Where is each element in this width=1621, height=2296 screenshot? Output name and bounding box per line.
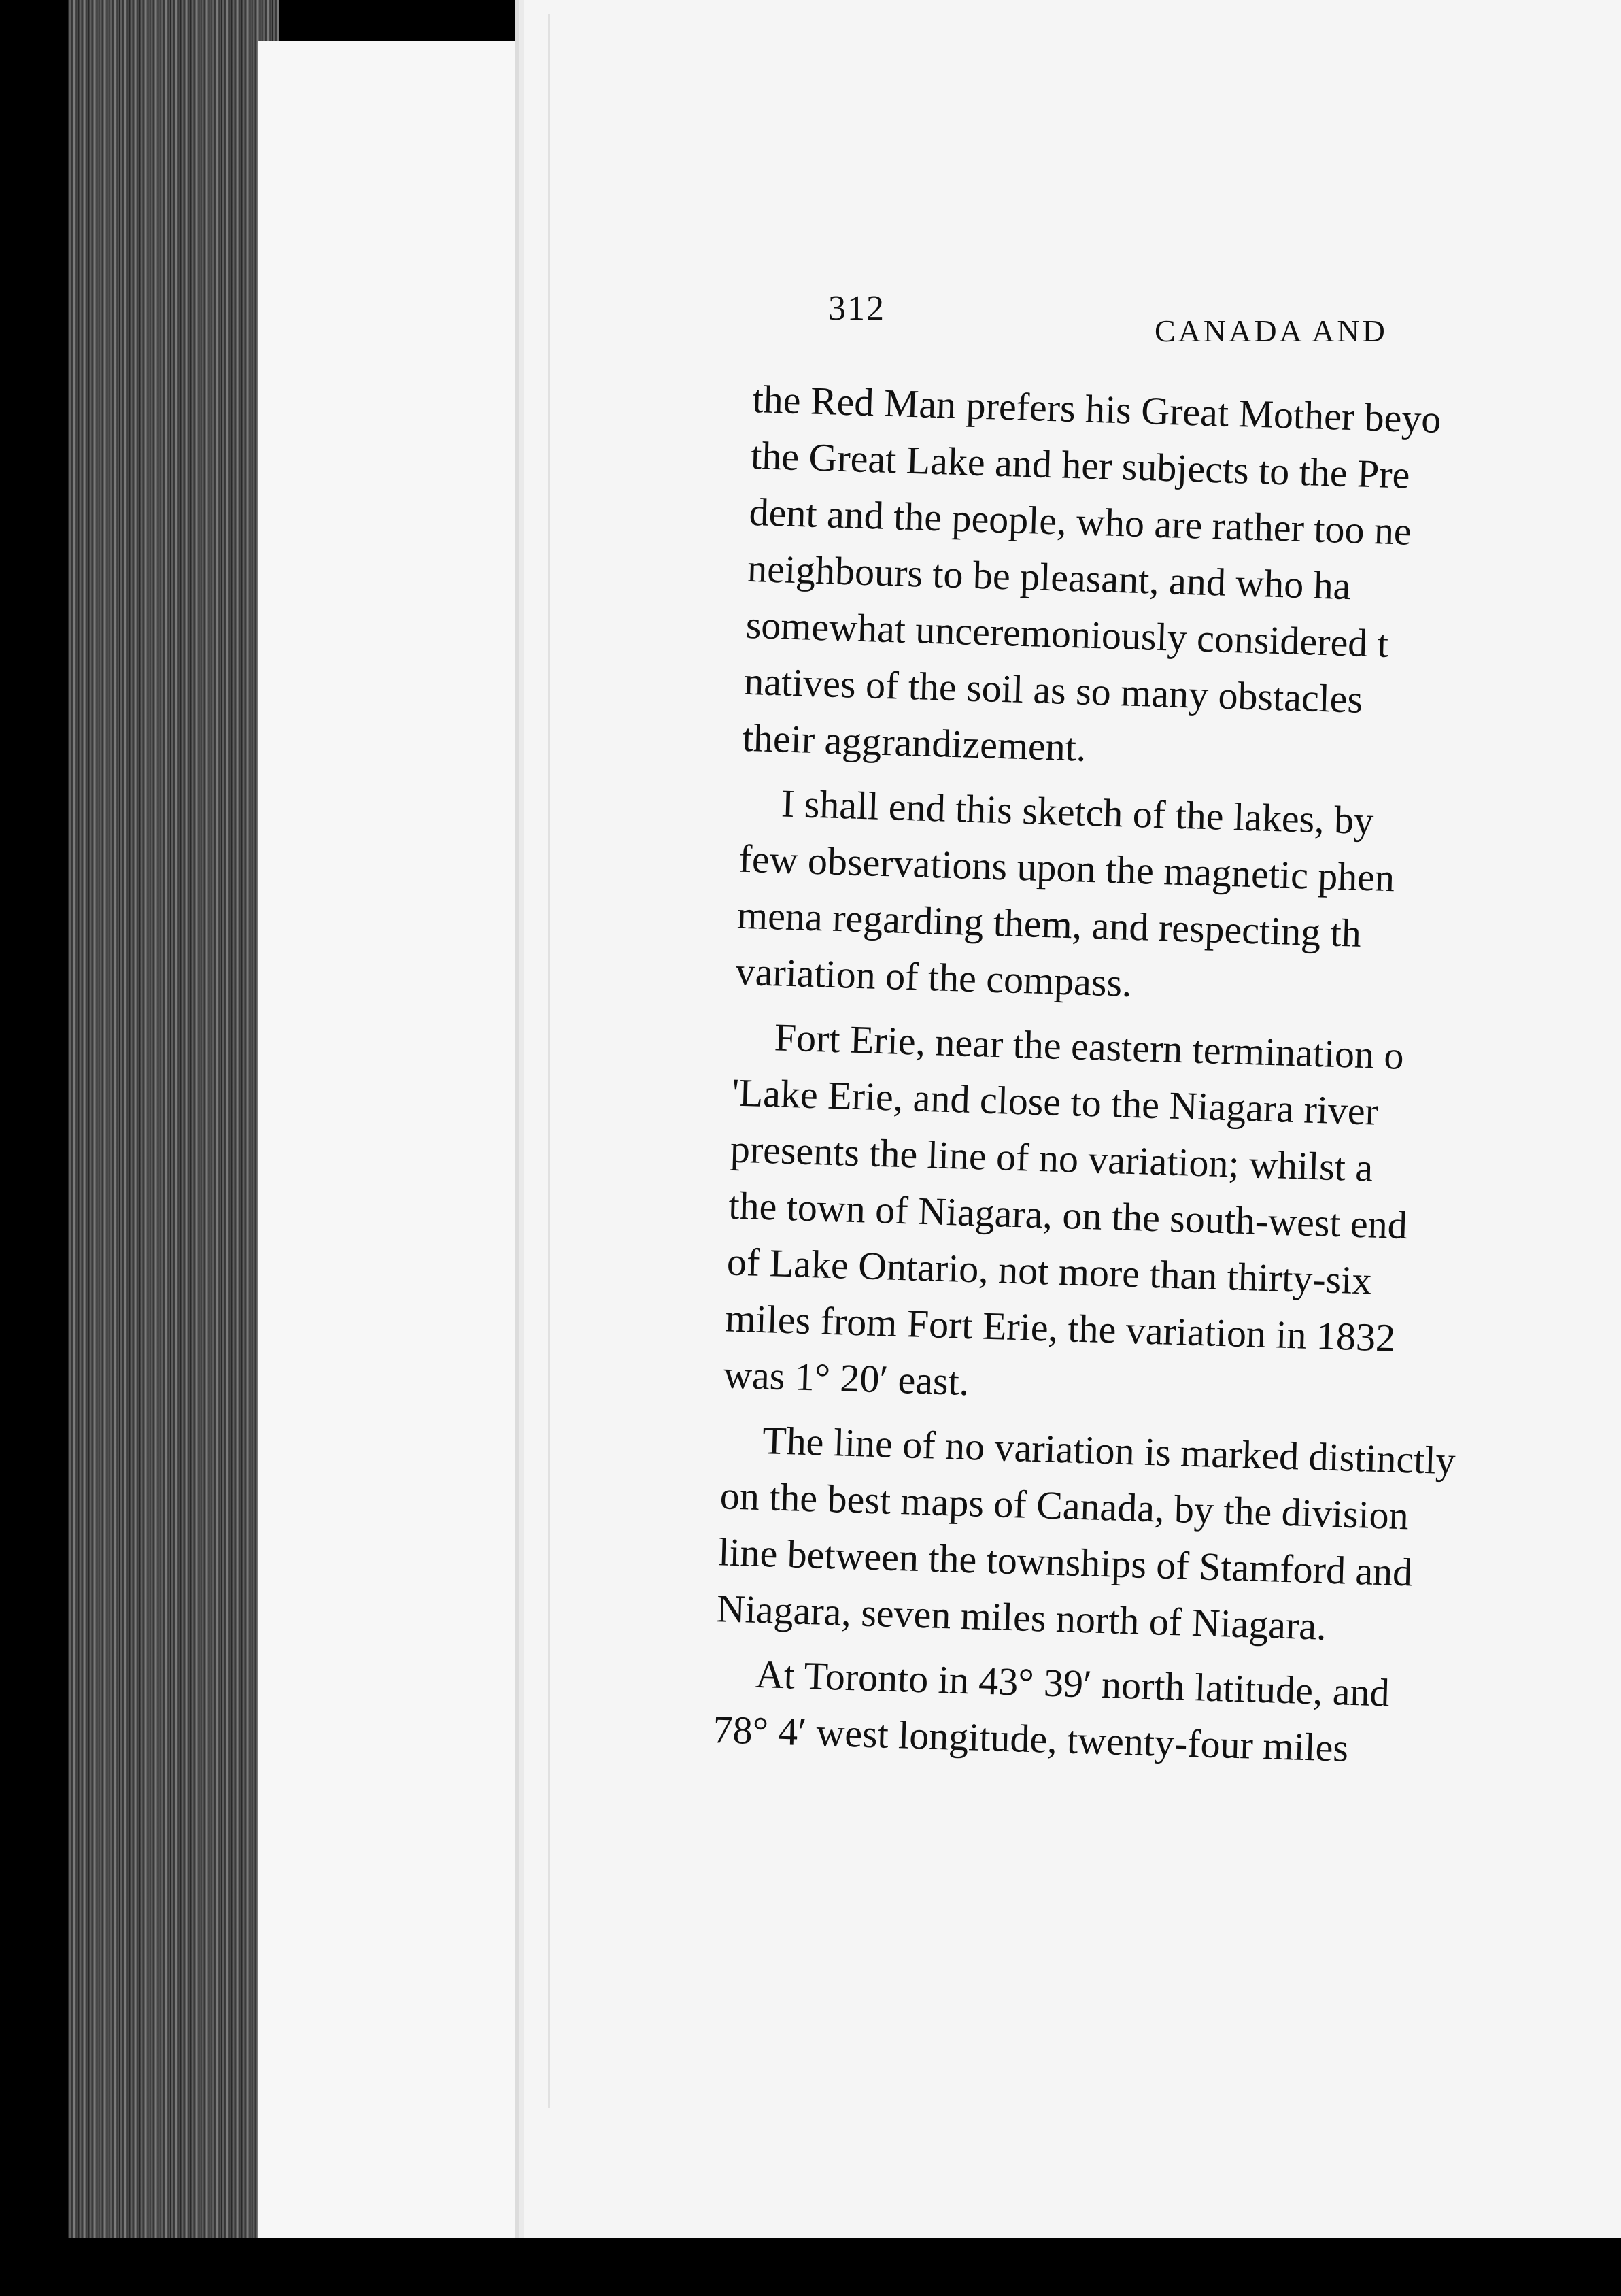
text-line: At Toronto in 43° 39′ north latitude, and — [755, 1651, 1390, 1715]
text-line: Niagara, seven miles north of Niagara. — [716, 1586, 1327, 1649]
text-line: line between the townships of Stamford and — [717, 1530, 1414, 1595]
text-line: the town of Niagara, on the south-west end — [728, 1183, 1408, 1248]
running-head: CANADA AND — [1155, 314, 1388, 348]
text-line: few observations upon the magnetic phen — [738, 836, 1396, 900]
text-line: variation of the compass. — [734, 949, 1133, 1005]
book-page-edges — [68, 0, 279, 2238]
text-line: on the best maps of Canada, by the division — [719, 1473, 1410, 1538]
text-line: the Great Lake and her subjects to the Pre — [750, 433, 1411, 497]
text-line: neighbours to be pleasant, and who ha — [747, 545, 1352, 609]
text-line: The line of no variation is marked distinctly — [762, 1418, 1456, 1483]
text-line: the Red Man prefers his Great Mother beyo — [751, 376, 1442, 442]
text-line: was 1° 20′ east. — [723, 1352, 970, 1404]
text-line: of Lake Ontario, not more than thirty-six — [726, 1239, 1373, 1303]
page-header — [828, 284, 1621, 348]
text-line: 78° 4′ west longitude, twenty-four miles — [712, 1707, 1350, 1770]
gutter-line — [548, 14, 550, 2108]
page-number: 312 — [828, 289, 885, 328]
left-page-blank — [258, 41, 544, 2244]
text-line: somewhat unceremoniously considered t — [745, 602, 1389, 666]
text-line: mena regarding them, and respecting th — [736, 892, 1362, 956]
text-line: their aggrandizement. — [742, 715, 1087, 770]
text-line: miles from Fort Erie, the variation in 1832 — [724, 1296, 1397, 1360]
text-line: dent and the people, who are rather too ne — [748, 489, 1412, 554]
body-text — [712, 371, 1621, 1792]
scan-border — [258, 2238, 1621, 2296]
text-line: presents the line of no variation; whilst a — [730, 1126, 1374, 1190]
text-line: I shall end this sketch of the lakes, by — [781, 781, 1375, 843]
text-line: 'Lake Erie, and close to the Niagara river — [731, 1070, 1379, 1134]
text-line: natives of the soil as so many obstacles — [743, 658, 1364, 722]
book-page — [515, 0, 1621, 2238]
text-line: Fort Erie, near the eastern termination o — [773, 1015, 1405, 1078]
